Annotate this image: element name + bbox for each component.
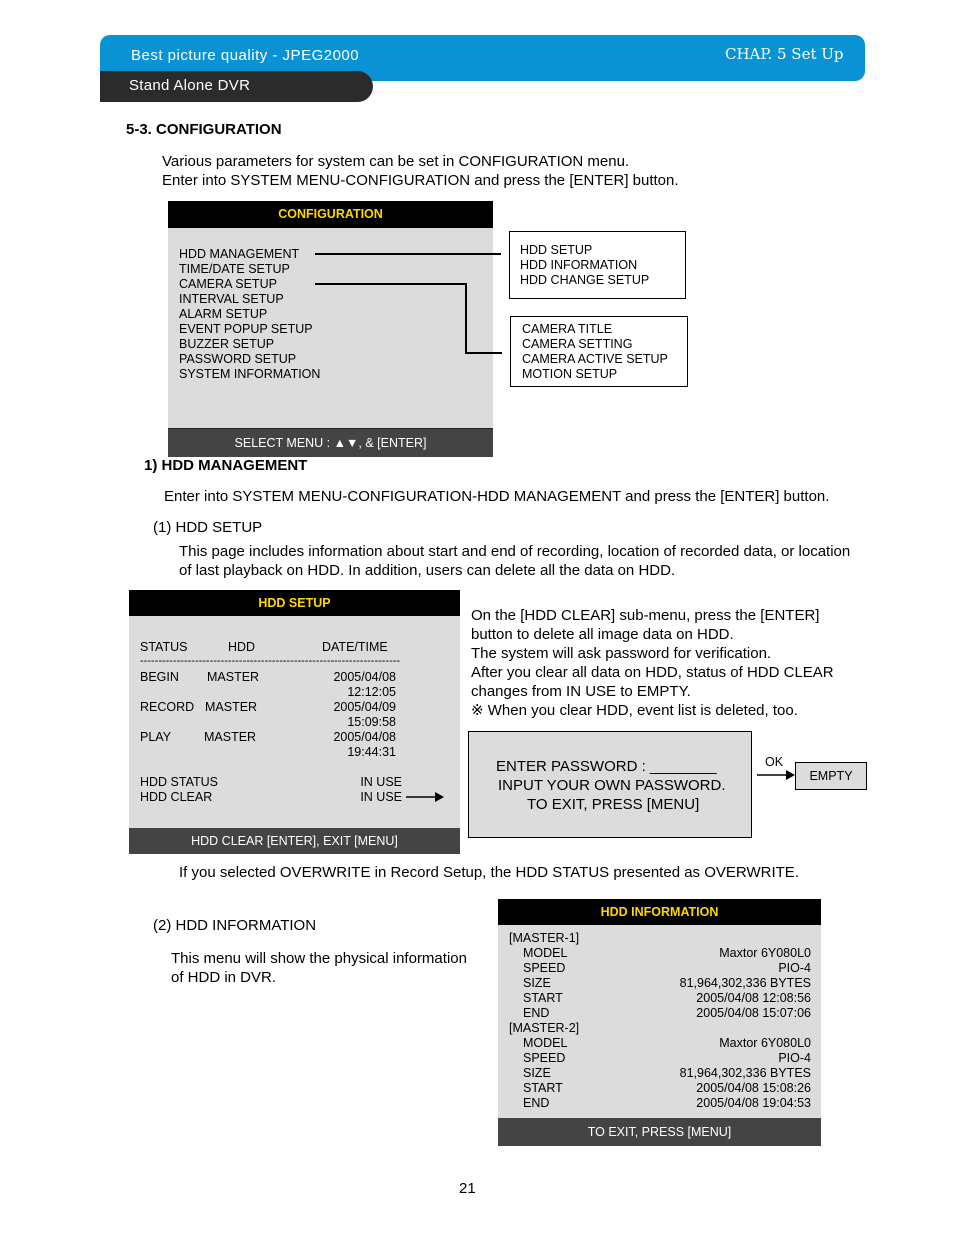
field-value: PIO-4 (778, 961, 811, 975)
section-heading: 5-3. CONFIGURATION (126, 121, 282, 138)
connector-line-camera (465, 352, 502, 354)
configuration-screen-title: CONFIGURATION (168, 201, 493, 228)
group-name: [MASTER-2] (509, 1021, 580, 1035)
field-value: 2005/04/08 12:08:56 (696, 991, 811, 1005)
field-label: MODEL (523, 946, 568, 960)
section-intro-line: Enter into SYSTEM MENU-CONFIGURATION and press the [ENTER] button. (162, 172, 679, 189)
row-date: 2005/04/08 (333, 730, 396, 744)
column-header-status: STATUS (140, 640, 188, 654)
field-label: SIZE (523, 976, 551, 990)
page-number: 21 (459, 1180, 476, 1197)
ok-label: OK (765, 755, 784, 769)
empty-status-box: EMPTY (795, 762, 867, 790)
hdd-status-value: IN USE (360, 775, 402, 789)
note-line: On the [HDD CLEAR] sub-menu, press the [ENTER] (471, 607, 820, 624)
menu-item-password-setup: PASSWORD SETUP (179, 352, 297, 366)
configuration-screen-footer: SELECT MENU : ▲▼, & [ENTER] (168, 428, 493, 457)
field-value: 81,964,302,336 BYTES (679, 1066, 811, 1080)
menu-item-event-popup-setup: EVENT POPUP SETUP (179, 322, 313, 336)
row-hdd: MASTER (207, 670, 260, 684)
row-date: 2005/04/08 (333, 670, 396, 684)
field-label: START (523, 1081, 563, 1095)
row-time: 15:09:58 (347, 715, 396, 729)
hdd-setup-screen (129, 590, 460, 854)
hdd-information-desc-line: of HDD in DVR. (171, 969, 277, 986)
password-instruction: INPUT YOUR OWN PASSWORD. (498, 777, 726, 794)
menu-item-time-date-setup: TIME/DATE SETUP (179, 262, 290, 276)
field-label: SPEED (523, 1051, 566, 1065)
hdd-information-desc-line: This menu will show the physical information (171, 950, 467, 967)
field-value: 2005/04/08 15:08:26 (696, 1081, 811, 1095)
field-label: MODEL (523, 1036, 568, 1050)
hdd-setup-desc-line: of last playback on HDD. In addition, users can delete all the data on HDD. (179, 562, 676, 579)
hdd-setup-screen-title: HDD SETUP (129, 590, 460, 616)
field-label: END (523, 1096, 550, 1110)
hdd-information-screen-title: HDD INFORMATION (498, 899, 821, 925)
submenu-item: MOTION SETUP (522, 367, 618, 381)
hdd-status-label: HDD STATUS (140, 775, 219, 789)
column-header-hdd: HDD (228, 640, 256, 654)
submenu-item: HDD CHANGE SETUP (520, 273, 650, 287)
table-separator: ----------------------------------------------------------------------- (140, 655, 401, 667)
arrow-right-icon (756, 769, 796, 781)
hdd-management-heading: 1) HDD MANAGEMENT (144, 457, 308, 474)
password-dialog (468, 731, 752, 838)
row-time: 12:12:05 (347, 685, 396, 699)
submenu-item: HDD INFORMATION (520, 258, 638, 272)
row-status: PLAY (140, 730, 172, 744)
row-hdd: MASTER (204, 730, 257, 744)
hdd-setup-screen-footer: HDD CLEAR [ENTER], EXIT [MENU] (129, 828, 460, 854)
password-exit-hint: TO EXIT, PRESS [MENU] (527, 796, 700, 813)
menu-item-hdd-management: HDD MANAGEMENT (179, 247, 300, 261)
hdd-clear-value: IN USE (360, 790, 402, 804)
arrow-right-icon (405, 791, 445, 803)
submenu-item: CAMERA TITLE (522, 322, 613, 336)
password-prompt: ENTER PASSWORD : ________ (496, 758, 717, 775)
hdd-setup-heading: (1) HDD SETUP (153, 519, 263, 536)
row-status: BEGIN (140, 670, 179, 684)
hdd-information-screen (498, 899, 821, 1146)
row-time: 19:44:31 (347, 745, 396, 759)
hdd-setup-notes (471, 606, 834, 720)
configuration-screen (168, 201, 493, 456)
overwrite-note: If you selected OVERWRITE in Record Setup, the HDD STATUS presented as OVERWRITE. (179, 864, 799, 881)
field-value: 2005/04/08 15:07:06 (696, 1006, 811, 1020)
field-label: SIZE (523, 1066, 551, 1080)
submenu-item: HDD SETUP (520, 243, 593, 257)
field-label: SPEED (523, 961, 566, 975)
row-date: 2005/04/09 (333, 700, 396, 714)
field-value: Maxtor 6Y080L0 (719, 946, 811, 960)
note-line: button to delete all image data on HDD. (471, 626, 734, 643)
header-chapter: CHAP. 5 Set Up (725, 45, 844, 63)
header-subtitle: Stand Alone DVR (129, 77, 251, 94)
connector-line-hdd (315, 253, 501, 255)
menu-item-alarm-setup: ALARM SETUP (179, 307, 268, 321)
header-title: Best picture quality - JPEG2000 (131, 47, 360, 64)
hdd-information-screen-footer: TO EXIT, PRESS [MENU] (498, 1118, 821, 1146)
note-line: The system will ask password for verification. (471, 645, 772, 662)
row-status: RECORD (140, 700, 195, 714)
note-line: changes from IN USE to EMPTY. (471, 683, 691, 700)
note-line: After you clear all data on HDD, status of HDD CLEAR (471, 664, 834, 681)
field-value: PIO-4 (778, 1051, 811, 1065)
field-label: START (523, 991, 563, 1005)
field-value: 2005/04/08 19:04:53 (696, 1096, 811, 1110)
field-label: END (523, 1006, 550, 1020)
field-value: Maxtor 6Y080L0 (719, 1036, 811, 1050)
hdd-submenu-box (509, 231, 686, 299)
menu-item-camera-setup: CAMERA SETUP (179, 277, 277, 291)
menu-item-buzzer-setup: BUZZER SETUP (179, 337, 275, 351)
note-line: ※ When you clear HDD, event list is deleted, too. (471, 702, 798, 719)
group-name: [MASTER-1] (509, 931, 580, 945)
field-value: 81,964,302,336 BYTES (679, 976, 811, 990)
row-hdd: MASTER (205, 700, 258, 714)
submenu-item: CAMERA SETTING (522, 337, 633, 351)
connector-line-camera (465, 283, 467, 354)
menu-item-interval-setup: INTERVAL SETUP (179, 292, 284, 306)
column-header-datetime: DATE/TIME (322, 640, 388, 654)
section-intro-line: Various parameters for system can be set in CONFIGURATION menu. (162, 153, 630, 170)
connector-line-camera (315, 283, 466, 285)
hdd-management-intro: Enter into SYSTEM MENU-CONFIGURATION-HDD MANAGEMENT and press the [ENTER] button. (164, 488, 830, 505)
submenu-item: CAMERA ACTIVE SETUP (522, 352, 668, 366)
hdd-information-heading: (2) HDD INFORMATION (153, 917, 317, 934)
hdd-clear-label: HDD CLEAR (140, 790, 213, 804)
configuration-menu-list (179, 247, 320, 382)
camera-submenu-box (510, 316, 688, 387)
menu-item-system-information: SYSTEM INFORMATION (179, 367, 321, 381)
hdd-setup-desc-line: This page includes information about start and end of recording, location of recorded data, or location (179, 543, 851, 560)
